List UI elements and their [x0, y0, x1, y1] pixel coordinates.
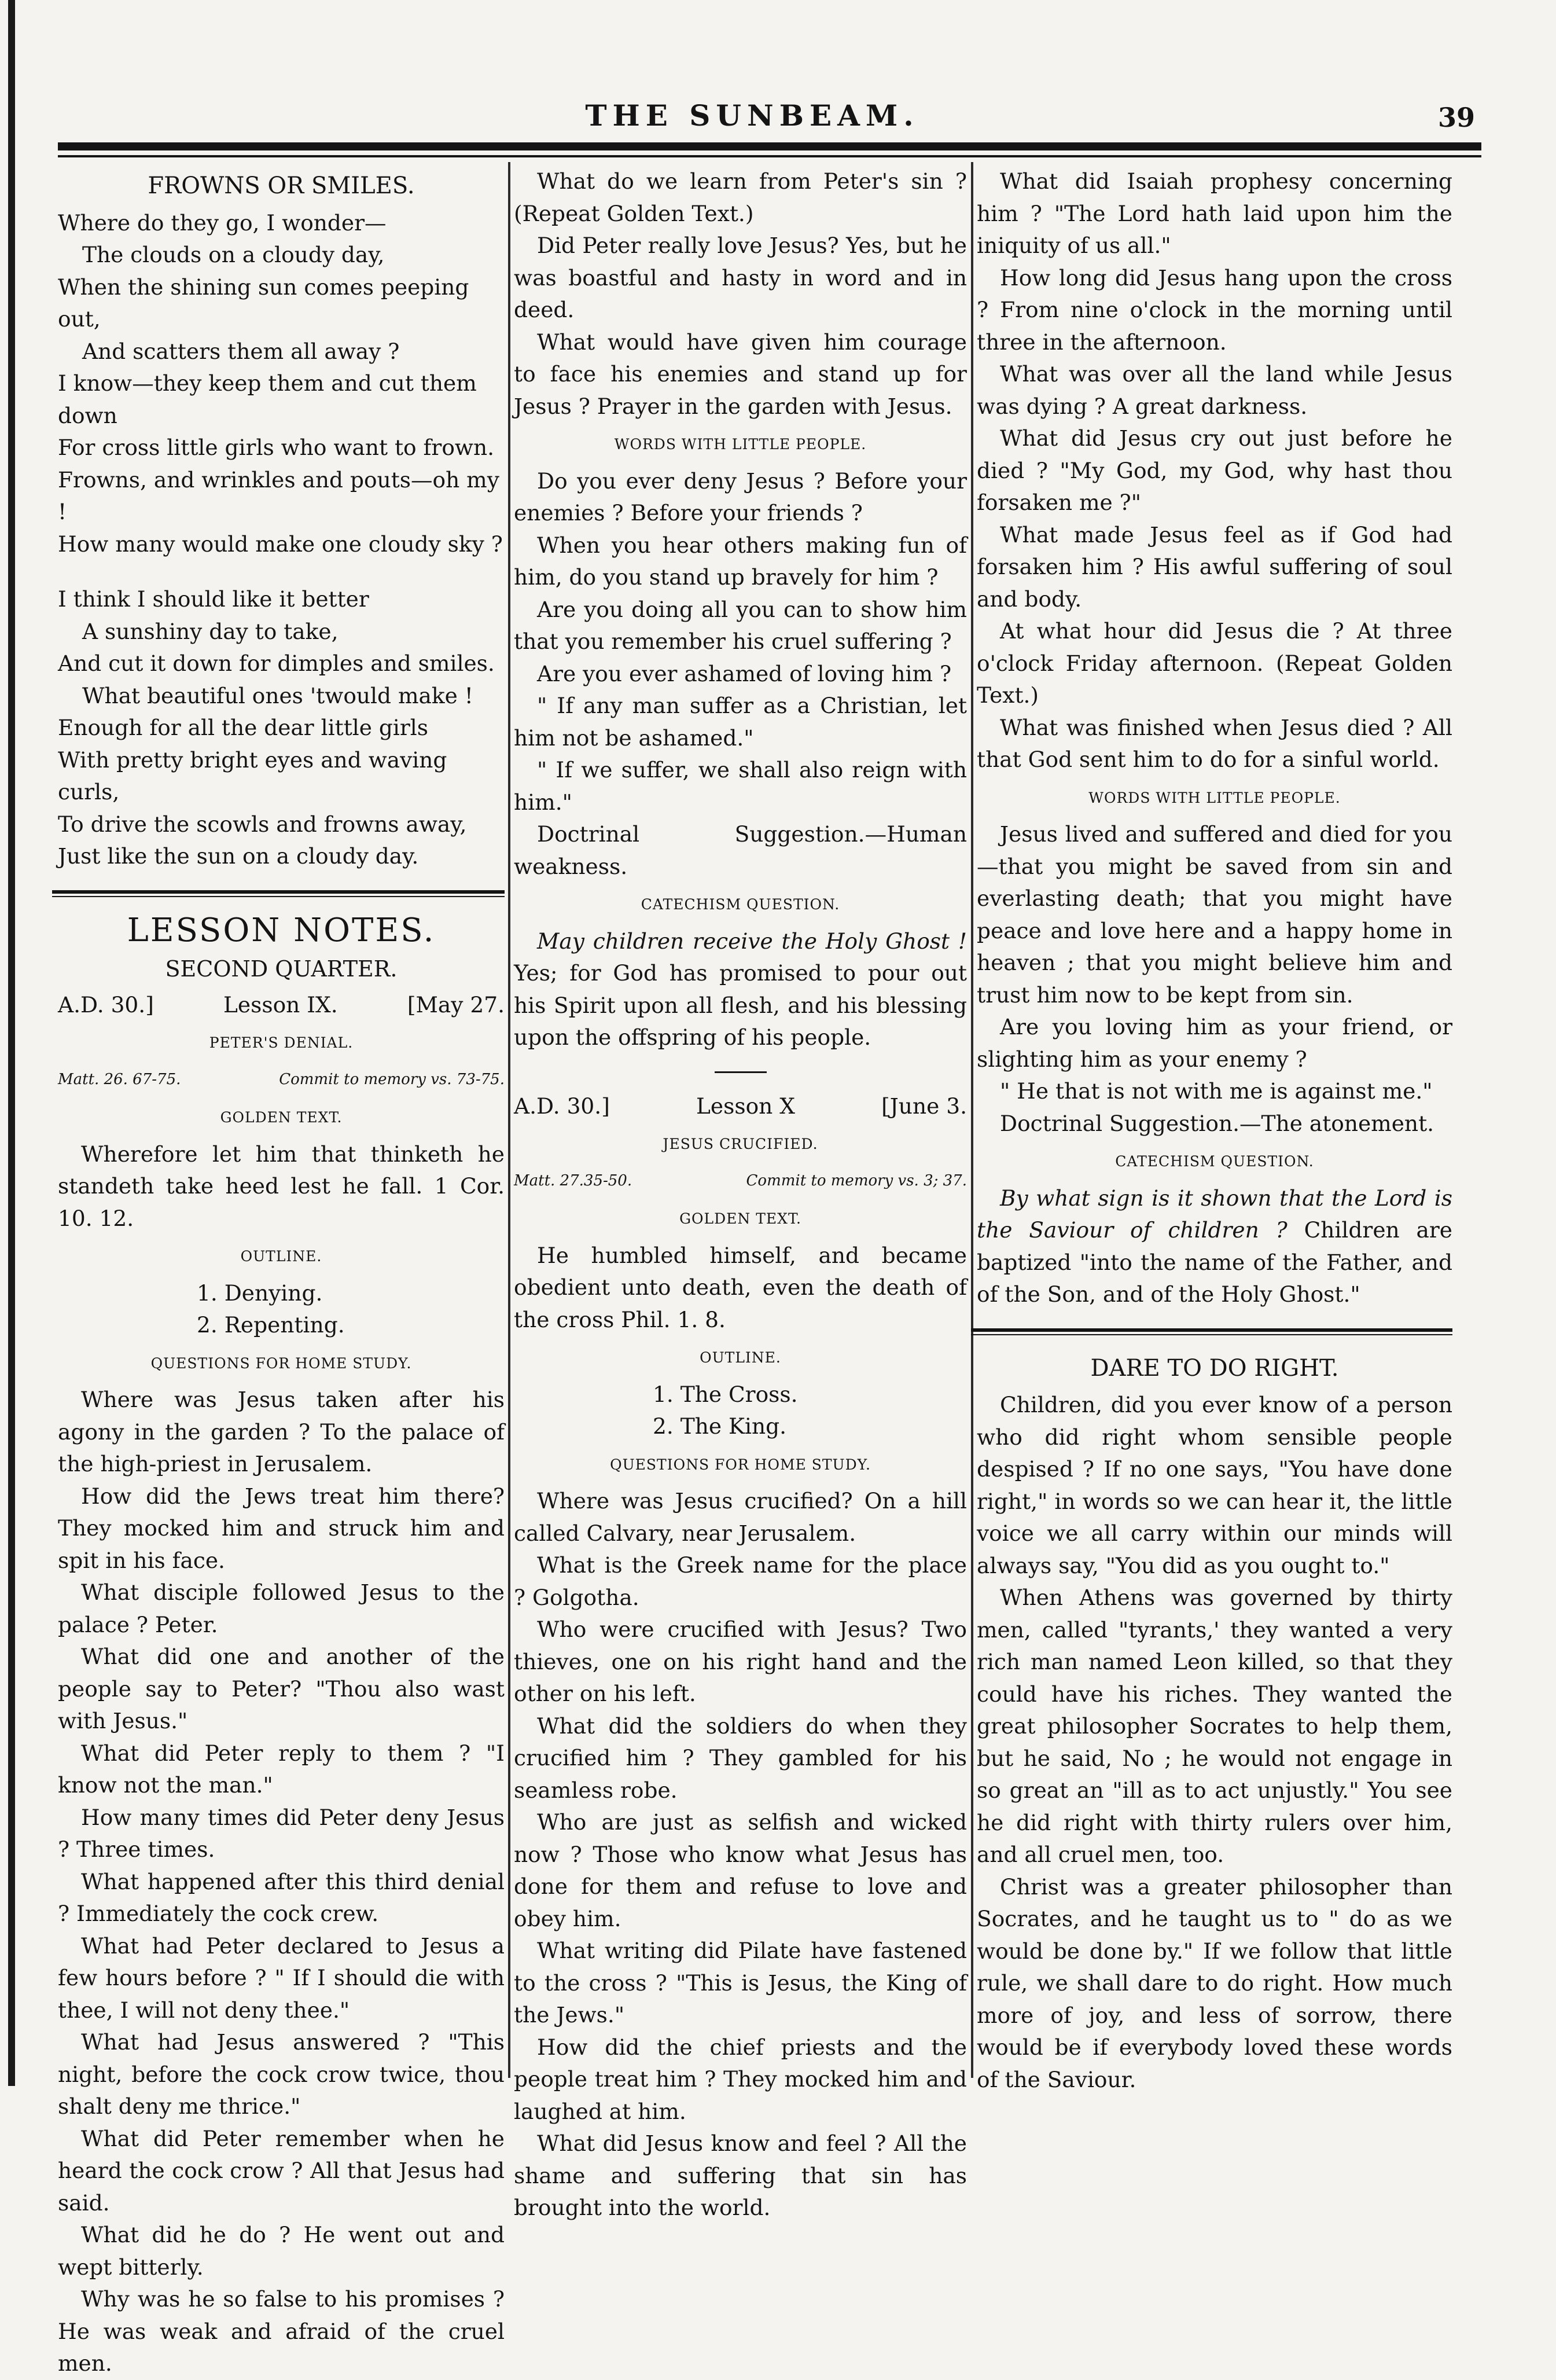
doctrinal-suggestion: Doctrinal Suggestion.—Human weakness.: [514, 821, 967, 879]
paragraph: Are you ever ashamed of loving him ?: [537, 660, 952, 686]
lesson-notes-title: LESSON NOTES.: [127, 911, 436, 949]
catechism-label: CATECHISM QUESTION.: [641, 896, 840, 913]
paragraph: When you hear others making fun of him, do you stand up bravely for him ?: [514, 532, 967, 590]
words-list: [514, 465, 967, 819]
paragraph: What disciple followed Jesus to the palace ? Peter.: [58, 1580, 505, 1637]
poem-line: With pretty bright eyes and waving curls,: [58, 747, 447, 805]
poem-line: I think I should like it better: [58, 586, 369, 612]
page-edge-bar: [8, 0, 15, 2086]
paragraph: How did the chief priests and the people treat him ? They mocked him and laughed at him.: [514, 2034, 967, 2124]
paragraph: What had Peter declared to Jesus a few hours before ? " If I should die with thee, I will not deny thee.": [58, 1933, 505, 2023]
scripture-ref: Matt. 27.35-50.: [514, 1171, 632, 1189]
paragraph: Do you ever deny Jesus ? Before your enemies ? Before your friends ?: [514, 468, 967, 526]
lesson-date: [May 27.: [407, 991, 505, 1018]
outline-item: 2. Repenting.: [197, 1312, 345, 1338]
outline-label: OUTLINE.: [240, 1248, 322, 1265]
paragraph: Jesus lived and suffered and died for you —that you might be saved from sin and everlasting death; that you might have peace and love here and a happy home in heaven ; that you might believe him and trust him now to be kept from sin.: [977, 821, 1452, 1008]
memory-ref: Commit to memory vs. 3; 37.: [746, 1171, 967, 1189]
questions-list: [514, 1485, 967, 2224]
poem-line: Frowns, and wrinkles and pouts—oh my !: [58, 467, 499, 524]
poem-stanza: [58, 207, 505, 561]
scripture-line: [514, 1165, 967, 1198]
paragraph: What did Peter reply to them ? "I know not the man.": [58, 1740, 505, 1798]
poem-line: What beautiful ones 'twould make !: [82, 682, 473, 708]
lesson-number: Lesson X: [696, 1093, 795, 1119]
lesson-ad: A.D. 30.]: [514, 1093, 610, 1119]
poem-line: I know—they keep them and cut them down: [58, 370, 477, 428]
paragraph: What did Isaiah prophesy concerning him ? "The Lord hath laid upon him the iniquity of us all.": [977, 168, 1452, 258]
scripture-ref: Matt. 26. 67-75.: [58, 1070, 181, 1088]
paragraph: " If we suffer, we shall also reign with him.": [514, 757, 967, 815]
paragraph: Why was he so false to his promises ? He was weak and afraid of the cruel men.: [58, 2286, 505, 2376]
poem-line: When the shining sun comes peeping out,: [58, 274, 469, 332]
poem-title: FROWNS OR SMILES.: [148, 172, 415, 199]
column-middle: [514, 166, 967, 2220]
paragraph: How many times did Peter deny Jesus ? Three times.: [58, 1804, 505, 1862]
header-rule-thin: [58, 155, 1481, 157]
poem-line: How many would make one cloudy sky ?: [58, 531, 503, 557]
golden-text-label: GOLDEN TEXT.: [220, 1109, 343, 1126]
paragraph: What was finished when Jesus died ? All that God sent him to do for a sinful world.: [977, 714, 1452, 772]
article-title: DARE TO DO RIGHT.: [1090, 1354, 1339, 1382]
poem-stanza: [58, 583, 505, 873]
section-rule: [52, 890, 505, 897]
masthead: THE SUNBEAM.: [585, 98, 919, 133]
poem-line: The clouds on a cloudy day,: [82, 242, 385, 267]
poem-line: For cross little girls who want to frown.: [58, 435, 495, 460]
paragraph: How did the Jews treat him there? They mocked him and struck him and spit in his face.: [58, 1483, 505, 1573]
lesson-number: Lesson IX.: [223, 991, 338, 1018]
paragraph: Are you loving him as your friend, or slighting him as your enemy ?: [977, 1014, 1452, 1072]
paragraph: What did Jesus know and feel ? All the shame and suffering that sin has brought into the world.: [514, 2131, 967, 2220]
words-label: WORDS WITH LITTLE PEOPLE.: [1088, 789, 1341, 806]
catechism-question: By what sign is it shown that the Lord is the Saviour of children ?: [977, 1185, 1452, 1243]
catechism-answer: Yes; for God has promised to pour out his Spirit upon all flesh, and his blessing upon the offspring of his people.: [514, 960, 967, 1050]
golden-text-label: GOLDEN TEXT.: [679, 1210, 801, 1227]
column-left: [58, 166, 505, 2376]
outline-label: OUTLINE.: [700, 1349, 781, 1366]
paragraph: Who were crucified with Jesus? Two thieves, one on his right hand and the other on his left.: [514, 1617, 967, 1706]
questions-list: [977, 166, 1452, 776]
paragraph: " He that is not with me is against me.": [1000, 1078, 1433, 1104]
scripture-line: [58, 1064, 505, 1096]
paragraph: Did Peter really love Jesus? Yes, but he was boastful and hasty in word and in deed.: [514, 233, 967, 322]
paragraph: What did the soldiers do when they crucified him ? They gambled for his seamless robe.: [514, 1713, 967, 1803]
golden-text: He humbled himself, and became obedient unto death, even the death of the cross Phil. 1. 8.: [514, 1242, 967, 1332]
paragraph: What happened after this third denial ? Immediately the cock crew.: [58, 1868, 505, 1926]
paragraph: When Athens was governed by thirty men, called "tyrants,' they wanted a very rich man named Leon killed, so that they could have his riches. They wanted the great philosopher Socrates to help them, but he said, No ; he would not engage in so great an "ill as to act unjustly." You see he did right with thirty rulers over him, and all cruel men, too.: [977, 1585, 1452, 1867]
paragraph: How long did Jesus hang upon the cross ? From nine o'clock in the morning until three in the afternoon.: [977, 265, 1452, 355]
paragraph: Where was Jesus crucified? On a hill called Calvary, near Jerusalem.: [514, 1488, 967, 1546]
lesson-line: [58, 989, 505, 1022]
paragraph: Christ was a greater philosopher than Socrates, and he taught us to " do as we would be done by." If we follow that little rule, we shall dare to do right. How much more of joy, and less of sorrow, there would be if everybody loved these words of the Saviour.: [977, 1874, 1452, 2092]
lesson-line: [514, 1090, 967, 1123]
poem-line: And scatters them all away ?: [82, 338, 400, 364]
article-body: [977, 1389, 1452, 2096]
column-right: [977, 166, 1452, 2092]
lesson-ad: A.D. 30.]: [58, 991, 154, 1018]
paragraph: What made Jesus feel as if God had forsaken him ? His awful suffering of soul and body.: [977, 521, 1452, 612]
section-rule: [715, 1071, 767, 1073]
words-list: [977, 818, 1452, 1108]
catechism-label: CATECHISM QUESTION.: [1115, 1153, 1314, 1170]
lesson-title: PETER'S DENIAL.: [209, 1034, 354, 1051]
outline-item: 1. Denying.: [197, 1280, 323, 1306]
outline-item: 2. The King.: [653, 1413, 787, 1439]
paragraph: Where was Jesus taken after his agony in the garden ? To the palace of the high-priest in Jerusalem.: [58, 1387, 505, 1477]
questions-list: [514, 166, 967, 423]
poem-line: Just like the sun on a cloudy day.: [58, 843, 419, 869]
memory-ref: Commit to memory vs. 73-75.: [279, 1070, 505, 1088]
paragraph: At what hour did Jesus die ? At three o'clock Friday afternoon. (Repeat Golden Text.): [977, 618, 1452, 708]
column-divider: [508, 162, 510, 2078]
golden-text: Wherefore let him that thinketh he standeth take heed lest he fall. 1 Cor. 10. 12.: [58, 1141, 505, 1231]
paragraph: What would have given him courage to face his enemies and stand up for Jesus ? Prayer in the garden with Jesus.: [514, 329, 967, 419]
poem-line: And cut it down for dimples and smiles.: [58, 651, 495, 676]
catechism: [514, 925, 967, 1054]
column-divider: [971, 162, 973, 2078]
paragraph: Who are just as selfish and wicked now ? Those who know what Jesus has done for them and refuse to love and obey him.: [514, 1809, 967, 1931]
paragraph: What had Jesus answered ? "This night, before the cock crow twice, thou shalt deny me thrice.": [58, 2029, 505, 2119]
poem-line: A sunshiny day to take,: [82, 618, 339, 644]
paragraph: What do we learn from Peter's sin ? (Repeat Golden Text.): [514, 168, 967, 226]
paragraph: What did he do ? He went out and wept bitterly.: [58, 2222, 505, 2280]
words-label: WORDS WITH LITTLE PEOPLE.: [614, 436, 867, 453]
paragraph: What was over all the land while Jesus was dying ? A great darkness.: [977, 361, 1452, 419]
paragraph: Children, did you ever know of a person who did right whom sensible people despised ? If no one says, "You have done right," in words so we can hear it, the little voice we all carry within our minds will always say, "You did as you ought to.": [977, 1392, 1452, 1578]
questions-list: [58, 1384, 505, 2380]
outline-item: 1. The Cross.: [653, 1381, 798, 1407]
questions-label: QUESTIONS FOR HOME STUDY.: [150, 1354, 412, 1372]
paragraph: What did Peter remember when he heard the cock crow ? All that Jesus had said.: [58, 2125, 505, 2216]
poem: [58, 207, 505, 873]
catechism-question: May children receive the Holy Ghost !: [537, 928, 967, 954]
paragraph: What did one and another of the people say to Peter? "Thou also wast with Jesus.": [58, 1644, 505, 1733]
poem-line: Enough for all the dear little girls: [58, 715, 429, 740]
page-number: 39: [1437, 102, 1475, 133]
poem-line: Where do they go, I wonder—: [58, 210, 387, 236]
poem-line: To drive the scowls and frowns away,: [58, 811, 467, 837]
paragraph: What did Jesus cry out just before he died ? "My God, my God, why hast thou forsaken me ?": [977, 425, 1452, 515]
lesson-date: [June 3.: [881, 1093, 967, 1119]
paragraph: " If any man suffer as a Christian, let him not be ashamed.": [514, 693, 967, 751]
catechism: [977, 1182, 1452, 1311]
header-rule-thick: [58, 142, 1481, 150]
catechism-answer: Children are baptized "into the name of the Father, and of the Son, and of the Holy Ghost.": [977, 1217, 1452, 1307]
doctrinal-suggestion: Doctrinal Suggestion.—The atonement.: [1000, 1110, 1434, 1136]
section-rule: [971, 1328, 1452, 1335]
lesson-title: JESUS CRUCIFIED.: [663, 1136, 818, 1152]
quarter-heading: SECOND QUARTER.: [165, 956, 398, 982]
questions-label: QUESTIONS FOR HOME STUDY.: [610, 1456, 871, 1473]
paragraph: What is the Greek name for the place ? Golgotha.: [514, 1552, 967, 1610]
paragraph: Are you doing all you can to show him that you remember his cruel suffering ?: [514, 596, 967, 654]
paragraph: What writing did Pilate have fastened to the cross ? "This is Jesus, the King of the Jews.": [514, 1938, 967, 2028]
